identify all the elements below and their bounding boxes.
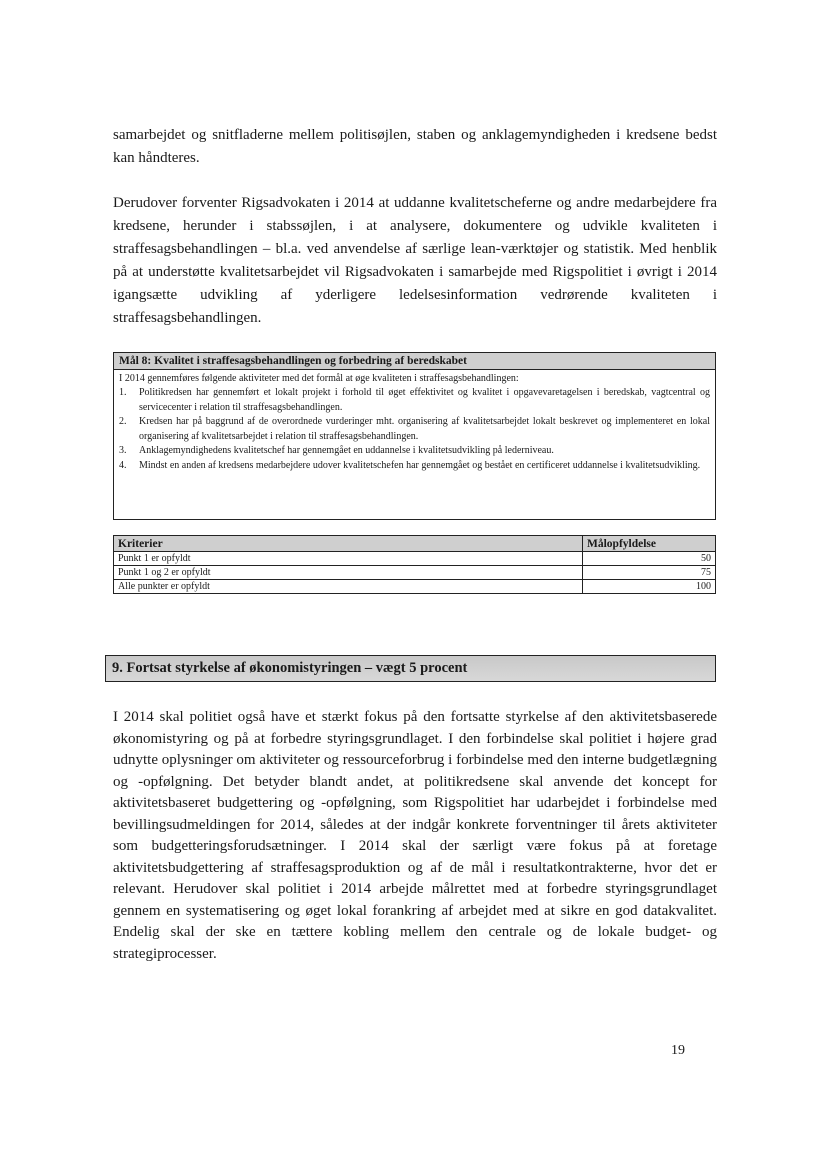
goal-item [119,459,710,474]
criteria-label: Punkt 1 er opfyldt [114,552,583,566]
goal-item-number: 2. [119,416,127,427]
goal-item-number: 3. [119,445,127,456]
goal-box [113,352,716,520]
goal-item-text: Politikredsen har gennemført et lokalt projekt i forhold til øget effektivitet og kvalitet i opgavevaretagelsen i beredskab, vagtcentral og servicecenter i relation til straffesagsbehandlingen. [139,387,710,413]
goal-item [119,386,710,415]
criteria-label: Punkt 1 og 2 er opfyldt [114,566,583,580]
criteria-label: Alle punkter er opfyldt [114,580,583,594]
goal-item-text: Anklagemyndighedens kvalitetschef har gennemgået en uddannelse i kvalitetsudvikling på lederniveau. [139,445,554,456]
goal-box-heading: Mål 8: Kvalitet i straffesagsbehandlingen og forbedring af beredskabet [114,353,715,370]
criteria-header: Kriterier [114,536,583,552]
paragraph-3: I 2014 skal politiet også have et stærkt fokus på den fortsatte styrkelse af den aktivitetsbaserede økonomistyring og på at forbedre styringsgrundlaget. I den forbindelse skal politiet i højere grad udnytte oplysninger om aktiviteter og ressourceforbrug i forbindelse med den interne budgetlægning og -opfølgning. Det betyder blandt andet, at politikredsene skal anvende det koncept for aktivitetsbaseret budgettering og -opfølgning, som Rigspolitiet har udarbejdet i forbindelse med bevillingsudmeldingen for 2014, således at der indgår konkrete forventninger til årets aktiviteter som budgetteringsforudsætninger. I 2014 skal der særligt være fokus på at foretage aktivitetsbudgettering af straffesagsproduktion og af de mål i resultatkontrakterne, hvor det er relevant. Herudover skal politiet i 2014 arbejde målrettet med at forbedre styringsgrundlaget gennem en systematisering og øget lokal forankring af arbejdet med at sikre en god datakvalitet. Endelig skal der ske en tættere kobling mellem den centrale og de lokale budget- og strategiprocesser. [113,709,717,962]
goal-item-number: 1. [119,387,127,398]
criteria-header-row [114,536,716,552]
criteria-value: 50 [583,552,716,566]
table-row [114,566,716,580]
paragraph-1: samarbejdet og snitfladerne mellem politisøjlen, staben og anklagemyndigheden i kredsene bedst kan håndteres. [113,127,717,166]
criteria-value: 100 [583,580,716,594]
paragraph-2: Derudover forventer Rigsadvokaten i 2014 at uddanne kvalitetscheferne og andre medarbejdere fra kredsene, herunder i stabssøjlen, i at analysere, dokumentere og udvikle kvaliteten i straffesagsbehandlingen – bl.a. ved anvendelse af særlige lean-værktøjer og statistik. Med henblik på at understøtte kvalitetsarbejdet vil Rigsadvokaten i samarbejde med Rigspolitiet i øvrigt i 2014 igangsætte udvikling af yderligere ledelsesinformation vedrørende kvaliteten i straffesagsbehandlingen. [113,195,717,326]
goal-box-intro: I 2014 gennemføres følgende aktiviteter med det formål at øge kvaliteten i straffesagsbehandlingen: [119,373,519,384]
goal-item [119,444,710,459]
goal-item-text: Mindst en anden af kredsens medarbejdere udover kvalitetschefen har gennemgået og bestået en certificeret uddannelse i kvalitetsudvikling. [139,459,701,471]
page-number: 19 [671,1043,685,1058]
goal-item-text: Kredsen har på baggrund af de overordnede vurderinger mht. organisering af kvalitetsarbejdet lokalt beskrevet og implementeret en lokal organisering af kvalitetsarbejdet i relation til straffesagsbehandlingen. [139,416,710,442]
goal-item [119,415,710,444]
table-row [114,552,716,566]
criteria-value: 75 [583,566,716,580]
goal-item-number: 4. [119,459,127,471]
fulfillment-header: Målopfyldelse [583,536,716,552]
table-row [114,580,716,594]
goal-list [114,386,715,473]
criteria-table [113,535,716,594]
section-heading: 9. Fortsat styrkelse af økonomistyringen – vægt 5 procent [105,655,716,682]
